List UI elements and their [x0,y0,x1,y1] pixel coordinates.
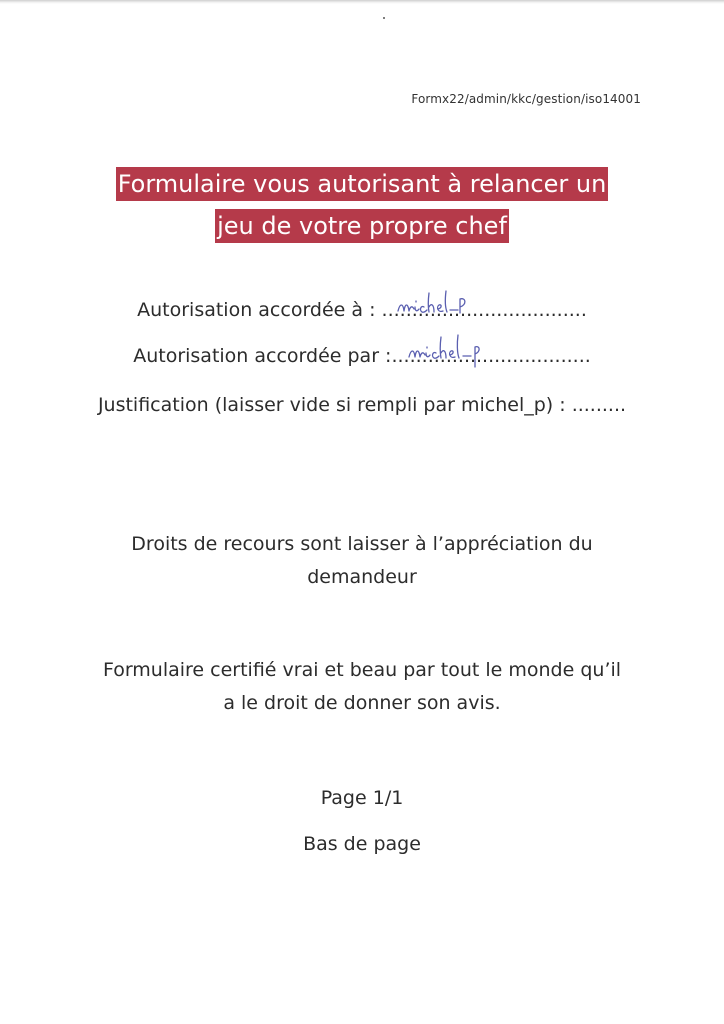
recourse-text-line-1: Droits de recours sont laisser à l’appréciation du [131,533,593,555]
granted-to-label: Autorisation accordée à : [137,299,382,321]
granted-to-fill [382,297,587,323]
scan-speck [383,17,385,19]
scan-top-edge [0,0,724,4]
certification-text-line-1: Formulaire certifié vrai et beau par tout le monde qu’il [102,659,622,681]
document-reference: Formx22/admin/kkc/gestion/iso14001 [411,92,641,106]
page-number: Page 1/1 [320,787,404,809]
justification-dots: ......... [571,394,627,416]
recourse-text-line-2: demandeur [307,566,417,588]
title-highlight-1: Formulaire vous autorisant à relancer un [116,167,609,201]
certification-text-line-2: a le droit de donner son avis. [223,692,501,714]
granted-by-fill [391,343,590,369]
granted-by-label: Autorisation accordée par : [133,345,392,367]
page-footer: Bas de page [303,833,421,855]
field-granted-to [0,297,724,323]
title-highlight-2: jeu de votre propre chef [215,209,509,243]
granted-to-dots: .................................. [381,299,587,321]
document-title-line-1 [0,167,724,201]
document-title-line-2 [0,209,724,243]
field-granted-by [0,343,724,369]
granted-by-dots: ................................. [391,345,591,367]
justification-label: Justification (laisser vide si rempli par michel_p) : [97,394,572,416]
field-justification [0,392,724,418]
